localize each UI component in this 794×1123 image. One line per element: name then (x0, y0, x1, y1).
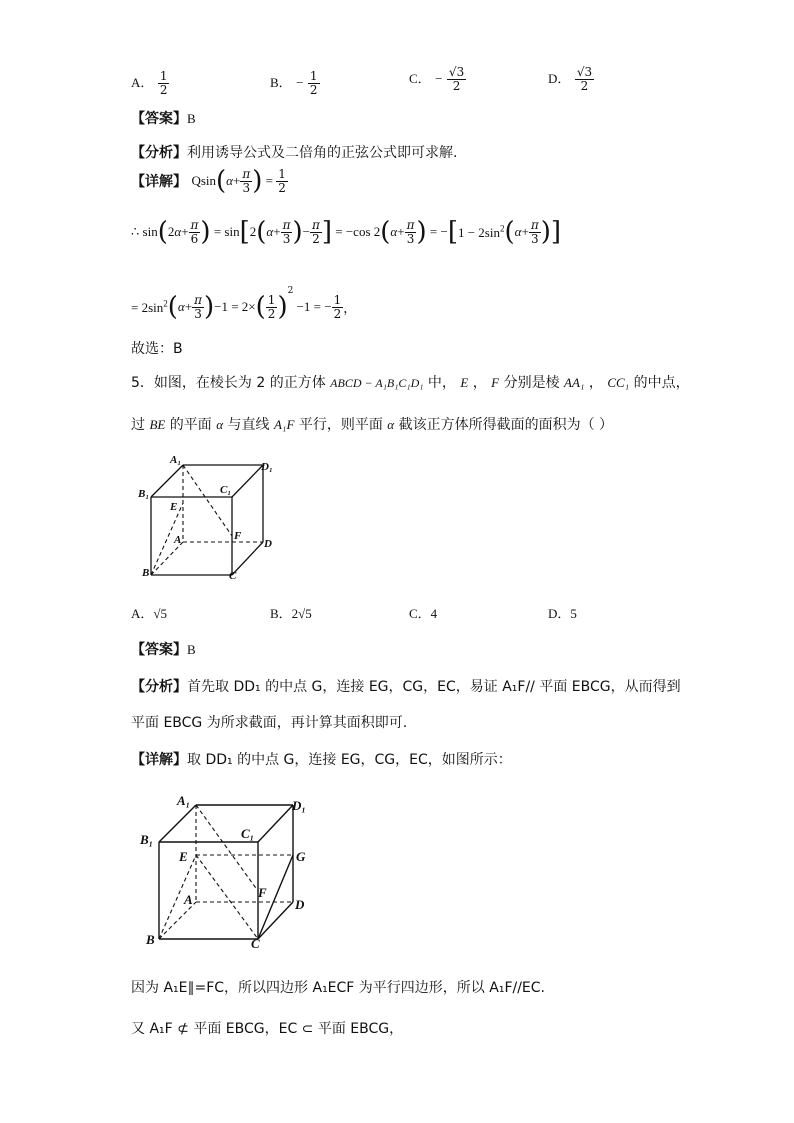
q5-option-a: A．√5 (131, 606, 168, 621)
q4-answer: 【答案】B (131, 111, 196, 127)
fig1-label-d1: D₁ (261, 461, 273, 473)
q4-option-d-fraction: $\frac{√3}{2}$ (576, 65, 593, 93)
q5-option-c: C．4 (409, 606, 438, 621)
q4-option-a-fraction: $\frac{1}{2}$ (159, 69, 168, 97)
q5-detail-line1: 【详解】取 DD₁ 的中点 G，连接 EG，CG，EC，如图所示： (131, 752, 512, 768)
q5-option-d: D．5 (548, 606, 577, 621)
q5-reason-line1: 因为 A₁E∥=FC，所以四边形 A₁ECF 为平行四边形，所以 A₁F//EC. (131, 980, 546, 996)
fig1-label-a: A (174, 534, 182, 546)
q4-detail-line1: 【详解】 Qsin(α+ $\frac{\pi}{3}$ ) = $\frac{1}{2}$ (131, 166, 286, 197)
fig1-label-c1: C₁ (220, 484, 232, 496)
fig2-label-b: B (146, 932, 155, 947)
q5-reason-line2: 又 A₁F ⊄ 平面 EBCG，EC ⊂ 平面 EBCG， (131, 1021, 404, 1037)
q4-option-a: A． $\frac{1}{2}$ (131, 69, 168, 97)
fig2-label-b1: B₁ (140, 832, 154, 847)
q5-stem-line2: 过 BE 的平面 α 与直线 A₁F 平行，则平面 α 截该正方体所得截面的面积为（ ） (131, 417, 614, 433)
fig2-label-d: D (295, 897, 305, 912)
q4-detail-line3: = $2\sin^2(\alpha+$ $\frac{\pi}{3}$ )−1 = 2×( $\frac{1}{2}$ )$^2$ −1 = − $\frac{1}{2}$ ， (131, 286, 357, 322)
fig2-label-c1: C₁ (241, 826, 255, 841)
fig1-label-a1: A₁ (170, 454, 182, 466)
fig2-label-d1: D₁ (292, 798, 306, 813)
q4-option-b: B． − $\frac{1}{2}$ (270, 69, 318, 97)
q4-option-c: C． − $\frac{√3}{2}$ (409, 65, 465, 93)
fig2-label-a: A (184, 892, 193, 907)
fig1-label-b: B (142, 567, 150, 579)
fig2-label-a1: A₁ (177, 793, 191, 808)
fig2-label-g: G (296, 849, 306, 864)
q5-analysis-line1: 【分析】首先取 DD₁ 的中点 G，连接 EG，CG，EC，易证 A₁F// 平面 EBCG，从而得到 (131, 679, 681, 695)
q5-stem-line1: 5．如图，在棱长为 2 的正方体 ABCD − A₁B₁C₁D₁ 中， E ， F 分别是棱 AA₁ ， CC₁ 的中点， (131, 375, 690, 391)
fig1-label-c: C (229, 570, 237, 582)
q5-analysis-line2: 平面 EBCG 为所求截面，再计算其面积即可. (131, 715, 408, 731)
q5-option-b: B．2√5 (270, 606, 312, 621)
q4-option-d: D． $\frac{√3}{2}$ (548, 65, 593, 93)
q4-detail-line2: ∴ sin(2α+ $\frac{\pi}{6}$ ) = sin[2(α+ $\frac{\pi}{3}$ )− $\frac{\pi}{2}$ ] = −cos 2(α+ $\frac{\pi}{3}$ ) = $-[1 - 2\sin^2(\alpha+$ $\frac{\pi}{3}$ )] (131, 217, 562, 248)
q5-answer: 【答案】B (131, 642, 196, 658)
q4-conclusion: 故选：B (131, 341, 183, 357)
fig1-label-d: D (264, 538, 272, 550)
q4-option-b-fraction: $\frac{1}{2}$ (309, 69, 318, 97)
fig1-label-e: E (170, 501, 178, 513)
fig2-label-c: C (251, 936, 260, 951)
fig2-label-e: E (179, 849, 188, 864)
fig1-label-f: F (234, 530, 242, 542)
fig1-label-b1: B₁ (138, 488, 150, 500)
fig2-label-f: F (258, 885, 267, 900)
q4-option-c-fraction: $\frac{√3}{2}$ (448, 65, 465, 93)
q4-analysis: 【分析】利用诱导公式及二倍角的正弦公式即可求解. (131, 145, 458, 161)
